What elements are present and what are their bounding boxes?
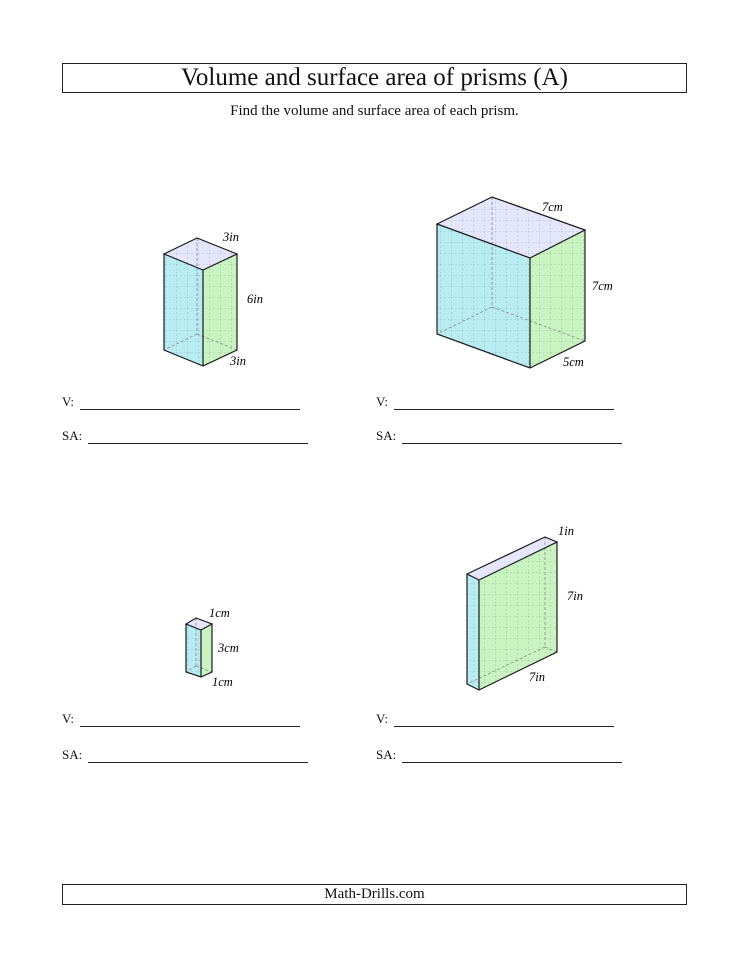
prism-2-surface-area-answer [376, 428, 622, 444]
surface-area-answer-line[interactable] [402, 752, 622, 763]
volume-label: V: [62, 711, 75, 726]
prism-1-surface-area-answer [62, 428, 308, 444]
prism-3-surface-area-answer [62, 747, 308, 763]
surface-area-label: SA: [62, 428, 83, 443]
prism-4 [467, 524, 583, 690]
volume-label: V: [376, 711, 389, 726]
footer [62, 884, 687, 905]
prism-4-volume-answer [376, 711, 614, 727]
surface-area-label: SA: [62, 747, 83, 762]
prism-1 [164, 230, 263, 368]
prism-2-width-label: 7cm [542, 200, 563, 214]
prism-1-depth-label: 3in [230, 354, 246, 368]
prism-2-height-label: 7cm [592, 279, 613, 293]
prism-4-width-label: 1in [558, 524, 574, 538]
footer-text[interactable]: Math-Drills.com [324, 886, 425, 902]
prism-1-height-label: 6in [247, 292, 263, 306]
surface-area-label: SA: [376, 747, 397, 762]
prism-3-depth-label: 1cm [212, 675, 233, 689]
prism-3-volume-answer [62, 711, 300, 727]
prism-4-height-label: 7in [567, 589, 583, 603]
volume-label: V: [376, 394, 389, 409]
surface-area-answer-line[interactable] [88, 433, 308, 444]
prism-4-depth-label: 7in [529, 670, 545, 684]
prism-2 [437, 197, 613, 369]
volume-label: V: [62, 394, 75, 409]
prism-1-width-label: 3in [223, 230, 239, 244]
surface-area-answer-line[interactable] [88, 752, 308, 763]
volume-answer-line[interactable] [80, 716, 300, 727]
prism-1-volume-answer [62, 394, 300, 410]
prism-3-width-label: 1cm [209, 606, 230, 620]
prism-3 [186, 606, 239, 689]
volume-answer-line[interactable] [394, 716, 614, 727]
instructions: Find the volume and surface area of each prism. [230, 103, 519, 119]
prism-2-volume-answer [376, 394, 614, 410]
surface-area-answer-line[interactable] [402, 433, 622, 444]
prism-4-surface-area-answer [376, 747, 622, 763]
worksheet-title: Volume and surface area of prisms (A) [181, 64, 568, 91]
surface-area-label: SA: [376, 428, 397, 443]
prism-2-depth-label: 5cm [563, 355, 584, 369]
volume-answer-line[interactable] [394, 399, 614, 410]
volume-answer-line[interactable] [80, 399, 300, 410]
prism-3-height-label: 3cm [218, 641, 239, 655]
